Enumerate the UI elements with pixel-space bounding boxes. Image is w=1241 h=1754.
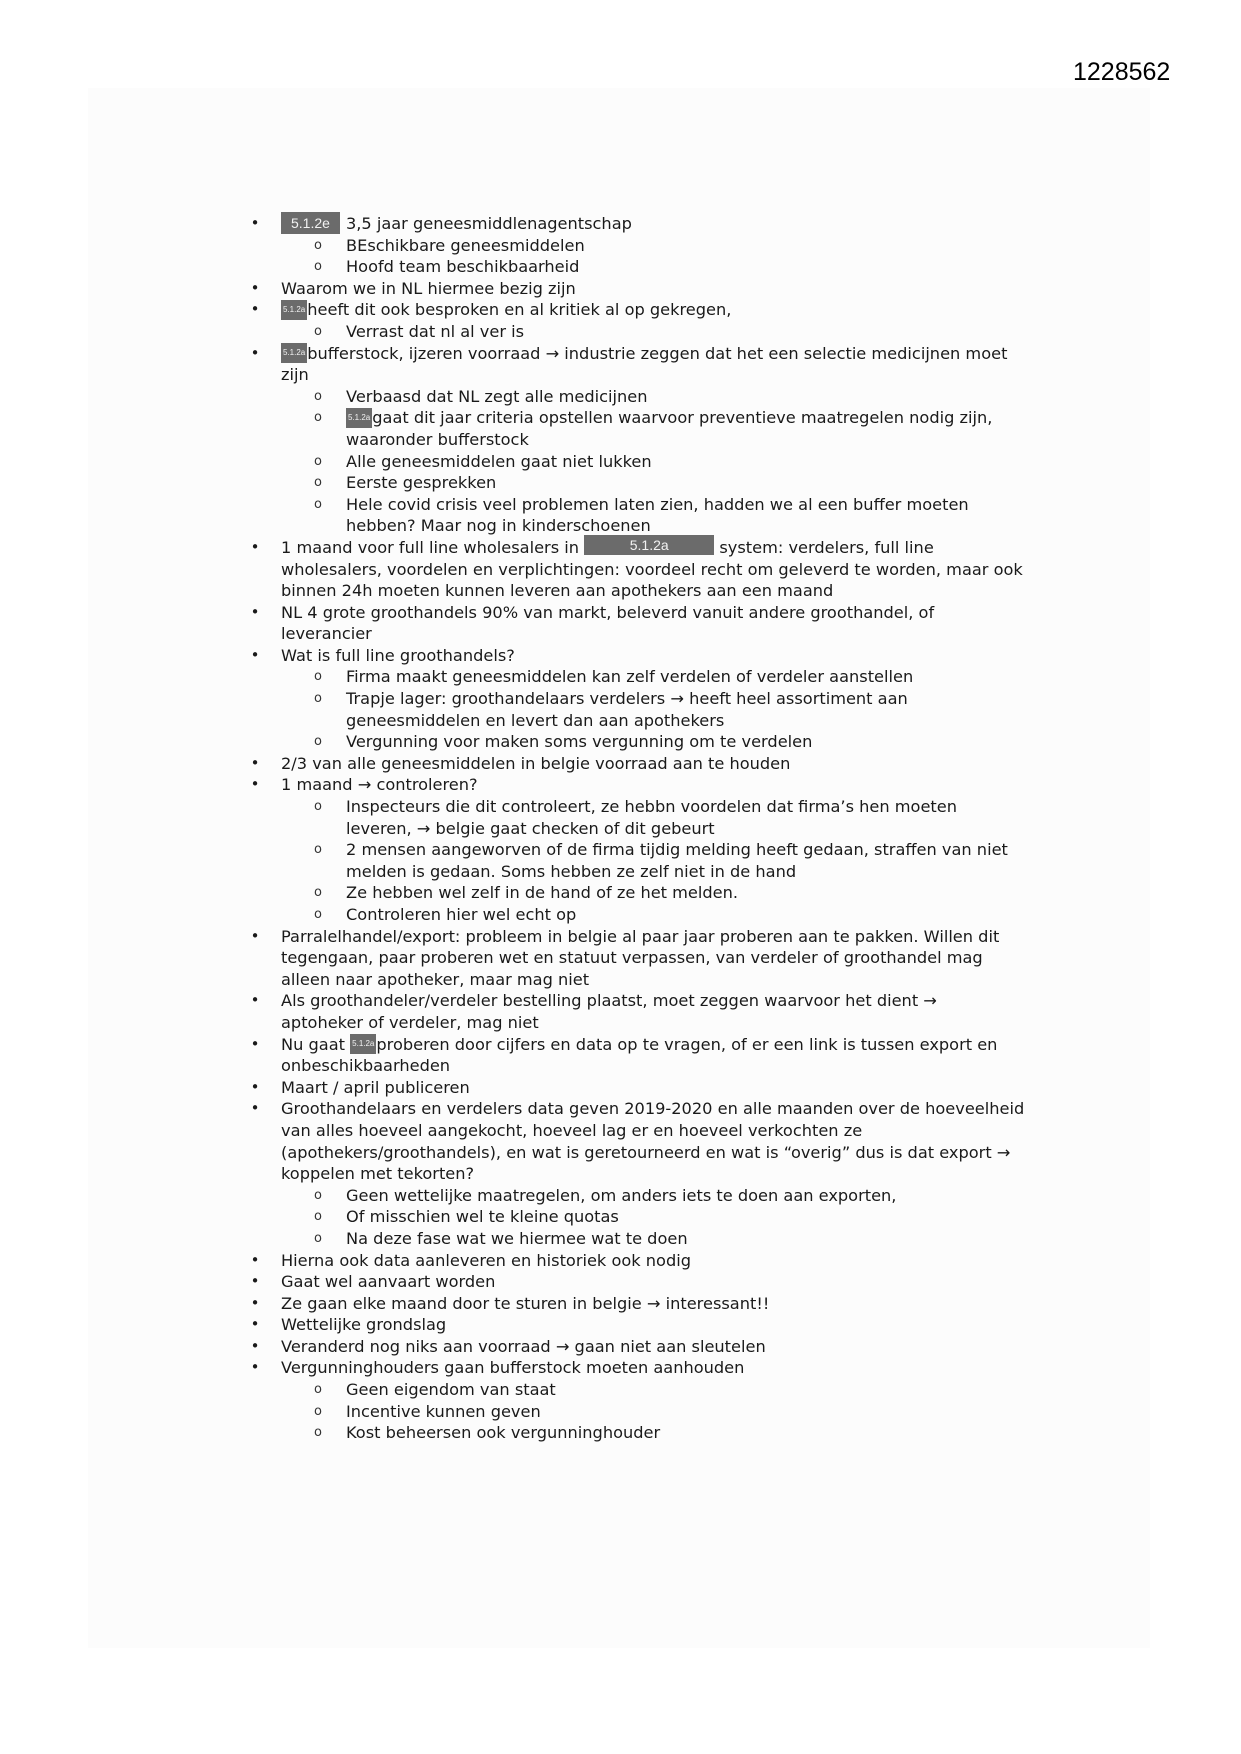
bullet-marker: • [250,991,260,1010]
item-text: zijn [281,365,309,385]
list-item-continuation [0,559,1241,581]
item-text: Hierna ook data aanleveren en historiek ook nodig [281,1250,691,1270]
bullet-marker: • [250,753,260,772]
list-item [0,602,1241,624]
list-item [0,299,1241,321]
item-text: tegengaan, paar proberen wet en statuut verpassen, van verdeler of groothandel mag [281,948,983,968]
list-item [0,213,1241,235]
item-text: Hele covid crisis veel problemen laten zien, hadden we al een buffer moeten [346,494,969,514]
sub-bullet-marker: o [314,1425,322,1441]
sub-bullet-marker: o [314,907,322,922]
item-text: Of misschien wel te kleine quotas [346,1207,619,1227]
item-text: Groothandelaars en verdelers data geven 2019-2020 en alle maanden over de hoeveelheid [281,1099,1025,1119]
list-item-continuation [0,947,1241,969]
list-item-continuation [0,1142,1241,1164]
item-text: leverancier [281,624,372,644]
list-item-continuation [0,623,1241,645]
sub-bullet-marker: o [314,410,322,426]
item-text: Geen wettelijke maatregelen, om anders iets te doen aan exporten, [346,1185,897,1205]
bullet-marker: • [250,278,260,297]
item-text: leveren, → belgie gaat checken of dit gebeurt [346,818,715,838]
sub-list-item [0,1185,1241,1207]
item-text: Gaat wel aanvaart worden [281,1272,496,1292]
item-text: melden is gedaan. Soms hebben ze zelf niet in de hand [346,861,797,881]
sub-bullet-marker: o [314,496,322,512]
sub-list-item [0,256,1241,278]
bullet-marker: • [250,343,260,362]
bullet-marker: • [250,1250,260,1269]
item-text: heeft dit ook besproken en al kritiek al op gekregen, [307,300,732,320]
item-text: system: verdelers, full line [719,537,934,557]
list-item [0,278,1241,300]
item-text: 1 maand voor full line wholesalers in [281,537,580,557]
sub-bullet-marker: o [314,475,322,491]
sub-list-item [0,1401,1241,1423]
sub-bullet-marker: o [314,1187,322,1203]
item-text: BEschikbare geneesmiddelen [346,235,585,255]
sub-bullet-marker: o [314,669,322,685]
list-item [0,1077,1241,1099]
bullet-marker: • [250,1293,260,1312]
sub-bullet-marker: o [314,691,322,707]
item-text: Ze gaan elke maand door te sturen in belgie → interessant!! [281,1293,770,1313]
sub-list-item [0,1379,1241,1401]
redaction-box: 5.1.2a [584,535,714,555]
list-item [0,774,1241,796]
sub-bullet-marker: o [314,237,322,253]
item-text: wholesalers, voordelen en verplichtingen: voordeel recht om geleverd te worden, maar ook [281,559,1023,579]
list-item [0,1293,1241,1315]
sub-list-item [0,472,1241,494]
item-text: van alles hoeveel aangekocht, hoeveel lag er en hoeveel verkochten ze [281,1120,863,1140]
sub-list-item-continuation [0,429,1241,451]
list-item [0,1098,1241,1120]
sub-list-item [0,494,1241,516]
document-id: 1228562 [1073,58,1171,86]
item-text: Ze hebben wel zelf in de hand of ze het melden. [346,883,739,903]
redaction-box: 5.1.2e [281,212,340,234]
item-text: Firma maakt geneesmiddelen kan zelf verdelen of verdeler aanstellen [346,667,914,687]
item-text: geneesmiddelen en levert dan aan apothekers [346,710,725,730]
sub-list-item [0,235,1241,257]
item-text: Na deze fase wat we hiermee wat te doen [346,1228,688,1248]
item-text: Verrast dat nl al ver is [346,321,525,341]
item-text: Wettelijke grondslag [281,1315,447,1335]
item-text: aptoheker of verdeler, mag niet [281,1012,539,1032]
item-text: proberen door cijfers en data op te vragen, of er een link is tussen export en [376,1034,998,1054]
item-text: Als groothandeler/verdeler bestelling plaatst, moet zeggen waarvoor het dient → [281,991,937,1011]
sub-list-item [0,451,1241,473]
bullet-marker: • [250,1099,260,1118]
list-item [0,1336,1241,1358]
sub-bullet-marker: o [314,1230,322,1246]
item-text: 3,5 jaar geneesmiddlenagentschap [345,214,632,233]
bullet-marker: • [250,602,260,621]
item-text: Inspecteurs die dit controleert, ze hebbn voordelen dat firma’s hen moeten [346,797,957,817]
bullet-marker: • [250,1336,260,1355]
bullet-marker: • [250,1077,260,1096]
list-item [0,645,1241,667]
list-item [0,1250,1241,1272]
list-item-continuation [0,1163,1241,1185]
item-text: Vergunning voor maken soms vergunning om te verdelen [346,732,813,752]
sub-list-item [0,1206,1241,1228]
list-item [0,753,1241,775]
bullet-marker: • [250,300,260,319]
sub-list-item-continuation [0,861,1241,883]
item-text: onbeschikbaarheden [281,1056,451,1076]
sub-bullet-marker: o [314,453,322,469]
notes-list [0,213,1241,1444]
sub-bullet-marker: o [314,799,322,815]
sub-list-item [0,666,1241,688]
sub-list-item [0,796,1241,818]
item-text: Trapje lager: groothandelaars verdelers → heeft heel assortiment aan [346,689,908,709]
sub-list-item [0,1228,1241,1250]
sub-bullet-marker: o [314,388,322,404]
list-item-continuation [0,580,1241,602]
sub-bullet-marker: o [314,323,322,339]
item-text: gaat dit jaar criteria opstellen waarvoor preventieve maatregelen nodig zijn, [372,408,993,428]
item-text: NL 4 grote groothandels 90% van markt, beleverd vanuit andere groothandel, of [281,602,935,622]
sub-list-item [0,321,1241,343]
item-text: Veranderd nog niks aan voorraad → gaan niet aan sleutelen [281,1336,766,1356]
list-item [0,1357,1241,1379]
item-text: bufferstock, ijzeren voorraad → industrie zeggen dat het een selectie medicijnen moet [307,343,1008,363]
item-text: Hoofd team beschikbaarheid [346,257,580,277]
list-item-continuation [0,1012,1241,1034]
list-item [0,343,1241,365]
sub-list-item [0,731,1241,753]
sub-bullet-marker: o [314,1382,322,1398]
item-text: Vergunninghouders gaan bufferstock moeten aanhouden [281,1358,745,1378]
item-text: Parralelhandel/export: probleem in belgie al paar jaar proberen aan te pakken. Willen dit [281,926,1000,946]
item-text: Verbaasd dat NL zegt alle medicijnen [346,386,648,406]
redaction-box: 5.1.2a [281,300,307,320]
sub-bullet-marker: o [314,259,322,275]
item-text: Kost beheersen ook vergunninghouder [346,1423,661,1443]
item-text: Maart / april publiceren [281,1077,470,1097]
item-text: alleen naar apotheker, maar mag niet [281,969,590,989]
redaction-box: 5.1.2a [350,1034,376,1054]
item-text: binnen 24h moeten kunnen leveren aan apothekers aan een maand [281,581,834,601]
list-item-continuation [0,969,1241,991]
list-item-continuation [0,364,1241,386]
item-text: Incentive kunnen geven [346,1401,541,1421]
sub-bullet-marker: o [314,734,322,750]
item-text: waaronder bufferstock [346,429,529,449]
bullet-marker: • [250,1315,260,1334]
bullet-marker: • [250,214,260,232]
sub-list-item [0,882,1241,904]
bullet-marker: • [250,775,260,794]
redaction-box: 5.1.2a [281,343,307,363]
sub-list-item [0,1422,1241,1444]
item-text: 2/3 van alle geneesmiddelen in belgie voorraad aan te houden [281,753,791,773]
item-text: koppelen met tekorten? [281,1164,475,1184]
item-text: Waarom we in NL hiermee bezig zijn [281,278,576,298]
item-text: Geen eigendom van staat [346,1380,556,1400]
list-item-continuation [0,1120,1241,1142]
bullet-marker: • [250,1358,260,1377]
list-item [0,537,1241,559]
sub-list-item [0,688,1241,710]
sub-list-item-continuation [0,818,1241,840]
sub-bullet-marker: o [314,1403,322,1419]
sub-bullet-marker: o [314,842,322,858]
sub-bullet-marker: o [314,885,322,901]
redaction-box: 5.1.2a [346,408,372,428]
list-item [0,1314,1241,1336]
sub-list-item [0,839,1241,861]
sub-list-item-continuation [0,515,1241,537]
bullet-marker: • [250,1034,260,1053]
bullet-marker: • [250,926,260,945]
list-item [0,990,1241,1012]
item-text: Wat is full line groothandels? [281,645,515,665]
item-text: Controleren hier wel echt op [346,905,577,924]
sub-list-item-continuation [0,710,1241,732]
sub-list-item [0,386,1241,408]
list-item [0,1271,1241,1293]
item-text: 1 maand → controleren? [281,775,478,795]
bullet-marker: • [250,645,260,664]
sub-list-item [0,904,1241,926]
item-text: (apothekers/groothandels), en wat is geretourneerd en wat is “overig” dus is dat export → [281,1142,1011,1162]
bullet-marker: • [250,537,260,556]
list-item [0,926,1241,948]
list-item [0,1034,1241,1056]
sub-bullet-marker: o [314,1209,322,1225]
list-item-continuation [0,1055,1241,1077]
bullet-marker: • [250,1272,260,1291]
item-text: Eerste gesprekken [346,473,497,493]
item-text: 2 mensen aangeworven of de firma tijdig melding heeft gedaan, straffen van niet [346,840,1008,860]
item-text: Nu gaat [281,1034,345,1054]
sub-list-item [0,407,1241,429]
item-text: Alle geneesmiddelen gaat niet lukken [346,451,652,471]
item-text: hebben? Maar nog in kinderschoenen [346,516,651,536]
